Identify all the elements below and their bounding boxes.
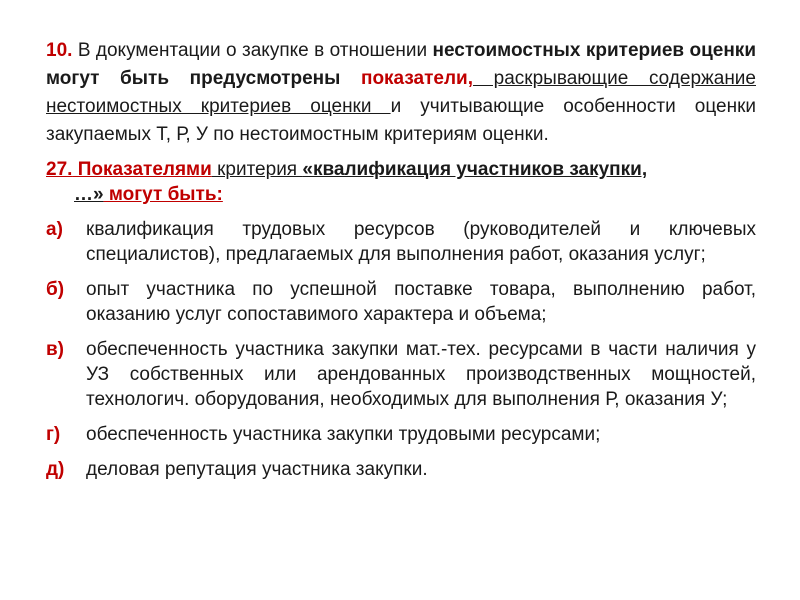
list-item-d	[46, 457, 756, 482]
paragraph-10	[46, 37, 756, 149]
list-item-g	[46, 422, 756, 447]
paragraph-10-space	[340, 68, 361, 89]
paragraph-27-bold-1: «квалификация участников закупки,	[302, 159, 648, 180]
list-item-text: квалификация трудовых ресурсов (руководителей и ключевых специалистов), предлагаемых для выполнения работ, оказания услуг;	[86, 219, 756, 265]
paragraph-27-second-line	[46, 182, 756, 207]
list-marker: а)	[46, 219, 63, 240]
list-item-text: обеспеченность участника закупки трудовыми ресурсами;	[86, 424, 601, 445]
list-marker: в)	[46, 339, 65, 360]
list-item-b	[46, 277, 756, 327]
list-item-v	[46, 337, 756, 412]
paragraph-10-number: 10.	[46, 40, 73, 61]
list-item-text: деловая репутация участника закупки.	[86, 459, 428, 480]
paragraph-27-red-bold-1: Показателями	[72, 159, 212, 180]
paragraph-27-number: 27.	[46, 159, 73, 180]
paragraph-10-underlined-text: раскрывающие содержание нестоимостных критериев оценки	[46, 68, 756, 117]
paragraph-27-text-1: критерия	[211, 159, 303, 180]
list-marker: г)	[46, 424, 61, 445]
paragraph-27-red-bold-2: могут быть:	[103, 184, 223, 205]
list-item-a	[46, 217, 756, 267]
paragraph-10-text-2: и учитывающие особенности оценки закупаемых Т, Р, У по нестоимостным критериям оценки.	[46, 96, 756, 145]
paragraph-10-bold-text: нестоимостных критериев оценки могут быть предусмотрены	[46, 40, 756, 89]
paragraph-27-bold-2: …»	[74, 184, 104, 205]
list-marker: д)	[46, 459, 65, 480]
list-item-text: обеспеченность участника закупки мат.-тех. ресурсами в части наличия у УЗ собственных или арендованных производственных мощностей, технологич. оборудования, необходимых для выполнения Р, оказания У;	[86, 339, 756, 410]
paragraph-10-text-1: В документации о закупке в отношении	[72, 40, 433, 61]
list-marker: б)	[46, 279, 65, 300]
list-item-text: опыт участника по успешной поставке товара, выполнению работ, оказанию услуг сопоставимого характера и объема;	[86, 279, 756, 325]
paragraph-10-red-text: показатели,	[360, 68, 474, 89]
paragraph-27	[46, 157, 756, 207]
slide-content	[46, 37, 756, 492]
